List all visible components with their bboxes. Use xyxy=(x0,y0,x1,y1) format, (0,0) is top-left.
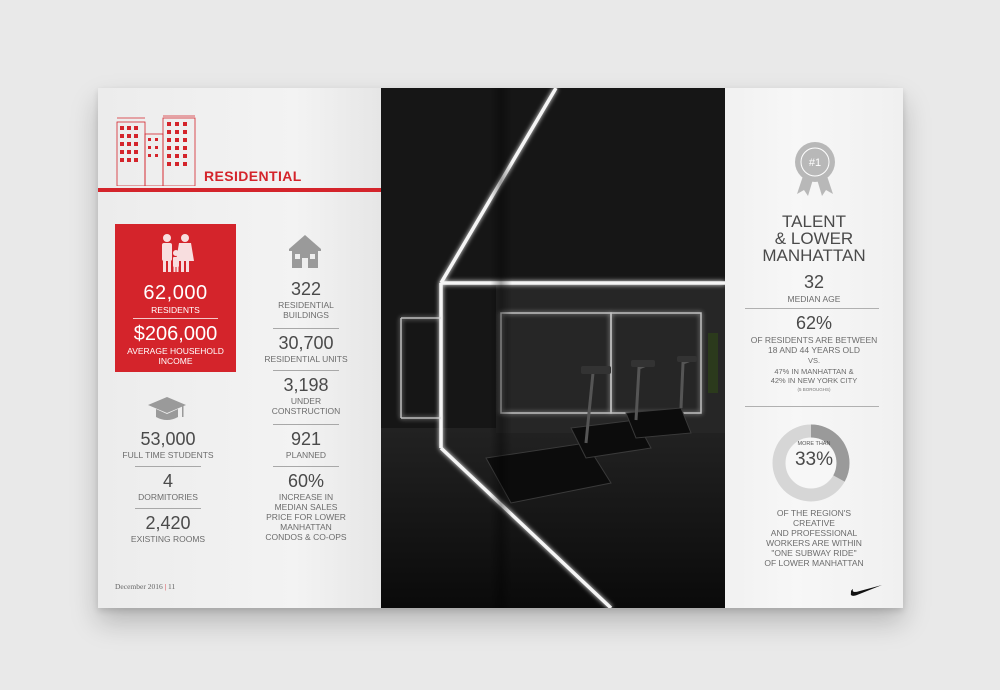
median-age-label: MEDIAN AGE xyxy=(787,294,841,304)
spine-shadow xyxy=(490,88,512,608)
stat-divider xyxy=(745,308,879,309)
page-footer xyxy=(115,582,175,591)
stat-divider xyxy=(745,406,879,407)
compare-nyc: 42% IN NEW YORK CITY xyxy=(770,376,858,385)
page-number: 11 xyxy=(167,582,176,591)
creative-line-4: WORKERS ARE WITHIN xyxy=(766,538,862,548)
swoosh-logo xyxy=(849,583,883,597)
age-range-pct-label: OF RESIDENTS ARE BETWEEN 18 AND 44 YEARS OLD xyxy=(750,335,878,355)
planned-value: 921 xyxy=(290,429,322,449)
increase-value: 60% xyxy=(287,471,325,491)
magazine-spread xyxy=(98,88,903,608)
stat-divider xyxy=(273,424,339,425)
planned-label: PLANNED xyxy=(285,450,327,460)
section-title: RESIDENTIAL xyxy=(204,168,302,184)
increase-label: INCREASE IN MEDIAN SALES PRICE FOR LOWER MANHATTAN CONDOS & CO-OPS xyxy=(265,492,347,542)
income-value: $206,000 xyxy=(133,323,218,345)
dormitories-value: 4 xyxy=(162,471,173,491)
house-icon xyxy=(286,232,324,270)
students-label: FULL TIME STUDENTS xyxy=(122,450,214,460)
ribbon-text: #1 xyxy=(808,157,822,169)
stat-divider xyxy=(135,508,201,509)
buildings-label: RESIDENTIAL BUILDINGS xyxy=(278,300,334,320)
title-line-1: TALENT xyxy=(782,212,846,231)
vs-label: VS. xyxy=(807,356,821,365)
creative-line-2: CREATIVE xyxy=(793,518,835,528)
footer-date: December 2016 xyxy=(115,582,163,591)
title-line-2: & LOWER xyxy=(774,229,854,248)
dormitories-label: DORMITORIES xyxy=(138,492,198,502)
gym-photo xyxy=(381,88,725,608)
students-value: 53,000 xyxy=(140,429,196,449)
footer-separator: | xyxy=(164,582,167,591)
rooms-value: 2,420 xyxy=(145,513,191,533)
family-icon xyxy=(155,233,197,273)
creative-line-6: OF LOWER MANHATTAN xyxy=(764,558,864,568)
units-value: 30,700 xyxy=(278,333,334,353)
buildings-illustration xyxy=(115,114,199,186)
donut-prefix: MORE THAN xyxy=(797,441,831,447)
talent-title xyxy=(725,213,903,264)
construction-stat xyxy=(256,375,356,416)
increase-stat xyxy=(256,471,356,542)
dormitories-stat xyxy=(115,471,221,502)
creative-line-5: "ONE SUBWAY RIDE" xyxy=(771,548,857,558)
creative-line-1: OF THE REGION'S xyxy=(776,508,852,518)
gym-photo-illustration xyxy=(381,88,725,608)
section-divider xyxy=(98,188,381,192)
residents-label: RESIDENTS xyxy=(151,305,200,315)
construction-label: UNDER CONSTRUCTION xyxy=(271,396,341,416)
donut-value: 33% xyxy=(794,449,834,470)
compare-manhattan: 47% IN MANHATTAN & xyxy=(774,367,854,376)
right-page xyxy=(725,88,903,608)
stat-divider xyxy=(273,370,339,371)
students-stat xyxy=(115,429,221,460)
stat-divider xyxy=(273,466,339,467)
income-label: AVERAGE HOUSEHOLD INCOME xyxy=(127,346,224,366)
units-stat xyxy=(256,333,356,364)
residents-highlight-box xyxy=(115,224,236,372)
red-box-divider xyxy=(133,318,218,319)
rooms-label: EXISTING ROOMS xyxy=(130,534,206,544)
planned-stat xyxy=(256,429,356,460)
stat-divider xyxy=(273,328,339,329)
residents-value: 62,000 xyxy=(143,282,208,304)
creative-line-3: AND PROFESSIONAL xyxy=(770,528,858,538)
median-age-value: 32 xyxy=(803,272,825,292)
graduation-cap-icon xyxy=(147,395,187,423)
compare-note: (5 BOROUGHS) xyxy=(797,387,831,392)
rooms-stat xyxy=(115,513,221,544)
construction-value: 3,198 xyxy=(283,375,329,395)
ribbon-badge-icon xyxy=(787,140,843,196)
age-range-pct-value: 62% xyxy=(795,313,833,333)
units-label: RESIDENTIAL UNITS xyxy=(264,354,348,364)
buildings-value: 322 xyxy=(290,279,322,299)
stat-divider xyxy=(135,466,201,467)
title-line-3: MANHATTAN xyxy=(762,246,866,265)
buildings-stat xyxy=(256,279,356,320)
left-page xyxy=(98,88,381,608)
